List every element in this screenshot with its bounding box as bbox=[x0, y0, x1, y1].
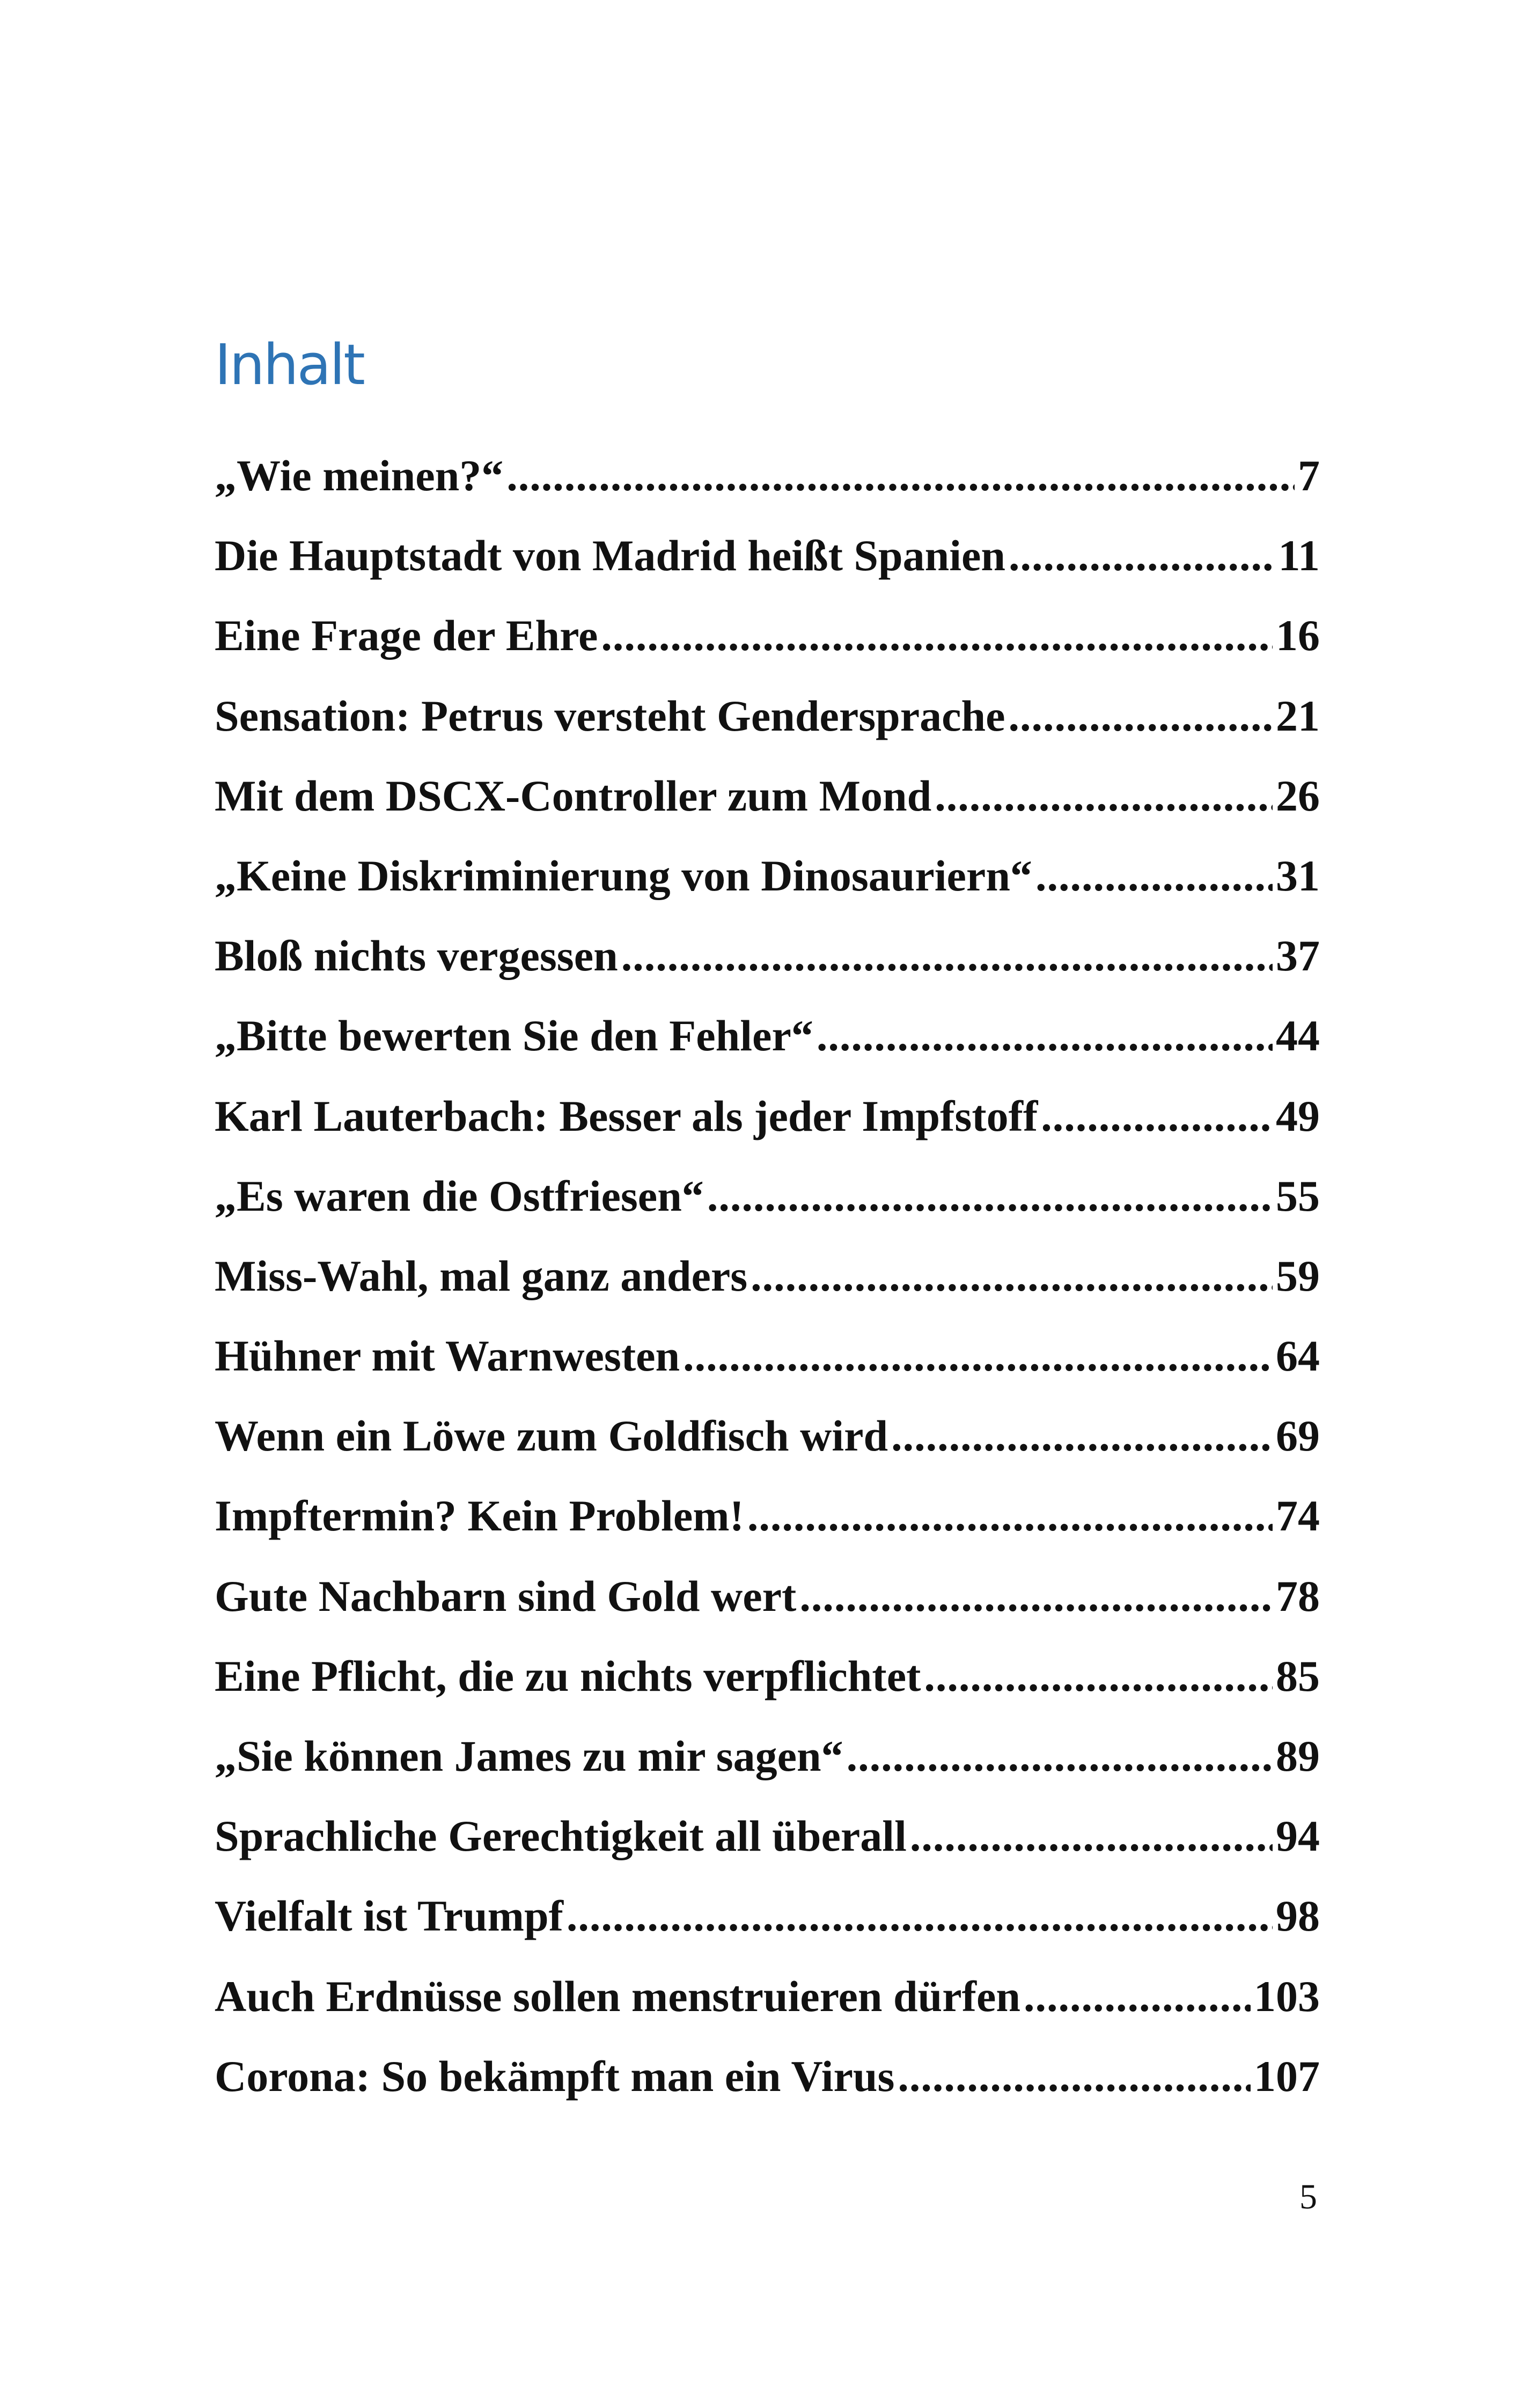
toc-entry-page: 44 bbox=[1276, 1011, 1320, 1061]
toc-entry-title: Sprachliche Gerechtigkeit all überall bbox=[215, 1811, 907, 1861]
toc-dot-leader bbox=[751, 1251, 1273, 1301]
toc-entry[interactable] bbox=[215, 1491, 1320, 1571]
toc-entry[interactable] bbox=[215, 1971, 1320, 2051]
toc-dot-leader bbox=[621, 931, 1273, 981]
toc-entry-page: 31 bbox=[1276, 851, 1320, 900]
toc-entry[interactable] bbox=[215, 1251, 1320, 1331]
toc-entry-page: 55 bbox=[1276, 1171, 1320, 1220]
toc-dot-leader bbox=[924, 1651, 1273, 1702]
toc-dot-leader bbox=[1024, 1971, 1251, 2022]
toc-entry-page: 89 bbox=[1276, 1732, 1320, 1780]
toc-entry-title: Mit dem DSCX-Controller zum Mond bbox=[215, 771, 932, 820]
toc-dot-leader bbox=[1009, 691, 1273, 741]
toc-entry-title: Eine Frage der Ehre bbox=[215, 611, 598, 660]
toc-entry-page: 69 bbox=[1276, 1411, 1320, 1461]
toc-entry[interactable] bbox=[215, 1891, 1320, 1971]
toc-dot-leader bbox=[799, 1571, 1273, 1622]
toc-dot-leader bbox=[683, 1331, 1273, 1381]
page-number: 5 bbox=[1299, 2177, 1317, 2216]
toc-entry[interactable] bbox=[215, 2051, 1320, 2131]
toc-entry-title: Impftermin? Kein Problem! bbox=[215, 1491, 744, 1541]
toc-dot-leader bbox=[935, 771, 1273, 821]
toc-entry-title: Auch Erdnüsse sollen menstruieren dürfen bbox=[215, 1971, 1020, 2021]
toc-entry-page: 16 bbox=[1276, 611, 1320, 660]
toc-entry-page: 64 bbox=[1276, 1331, 1320, 1381]
toc-dot-leader bbox=[601, 610, 1273, 661]
toc-dot-leader bbox=[898, 2051, 1251, 2102]
toc-dot-leader bbox=[1009, 531, 1275, 581]
toc-entry-title: Bloß nichts vergessen bbox=[215, 931, 618, 981]
table-of-contents bbox=[215, 451, 1320, 2131]
toc-entry[interactable] bbox=[215, 451, 1320, 531]
toc-entry-page: 98 bbox=[1276, 1891, 1320, 1941]
toc-entry-page: 7 bbox=[1298, 451, 1320, 500]
toc-entry-page: 26 bbox=[1276, 771, 1320, 820]
toc-entry-title: Gute Nachbarn sind Gold wert bbox=[215, 1571, 797, 1621]
toc-entry-title: „Sie können James zu mir sagen“ bbox=[215, 1732, 843, 1780]
toc-entry[interactable] bbox=[215, 1011, 1320, 1091]
toc-entry-page: 103 bbox=[1254, 1971, 1320, 2021]
toc-entry-title: „Keine Diskriminierung von Dinosauriern“ bbox=[215, 851, 1032, 900]
toc-dot-leader bbox=[910, 1811, 1273, 1861]
toc-entry[interactable] bbox=[215, 851, 1320, 931]
toc-entry[interactable] bbox=[215, 1651, 1320, 1731]
toc-entry-title: Karl Lauterbach: Besser als jeder Impfstoff bbox=[215, 1091, 1038, 1140]
toc-entry[interactable] bbox=[215, 1331, 1320, 1411]
toc-entry[interactable] bbox=[215, 1411, 1320, 1491]
toc-entry-page: 11 bbox=[1278, 531, 1320, 580]
toc-entry[interactable] bbox=[215, 1091, 1320, 1171]
toc-entry-page: 37 bbox=[1276, 931, 1320, 981]
toc-entry-title: Wenn ein Löwe zum Goldfisch wird bbox=[215, 1411, 888, 1461]
toc-entry-page: 78 bbox=[1276, 1571, 1320, 1621]
toc-heading: Inhalt bbox=[215, 332, 364, 397]
toc-entry-page: 94 bbox=[1276, 1811, 1320, 1861]
toc-dot-leader bbox=[707, 1171, 1273, 1221]
toc-entry-page: 74 bbox=[1276, 1491, 1320, 1541]
toc-dot-leader bbox=[747, 1491, 1273, 1541]
toc-entry-title: „Wie meinen?“ bbox=[215, 451, 504, 500]
toc-entry[interactable] bbox=[215, 531, 1320, 610]
toc-entry-page: 107 bbox=[1254, 2051, 1320, 2101]
toc-entry[interactable] bbox=[215, 691, 1320, 771]
toc-entry-title: Eine Pflicht, die zu nichts verpflichtet bbox=[215, 1651, 921, 1700]
toc-dot-leader bbox=[817, 1011, 1273, 1061]
toc-entry-page: 85 bbox=[1276, 1651, 1320, 1700]
toc-entry[interactable] bbox=[215, 931, 1320, 1011]
toc-entry-page: 49 bbox=[1276, 1091, 1320, 1140]
toc-entry[interactable] bbox=[215, 1171, 1320, 1251]
toc-entry-title: „Bitte bewerten Sie den Fehler“ bbox=[215, 1011, 813, 1061]
toc-dot-leader bbox=[506, 451, 1295, 501]
toc-entry-title: Vielfalt ist Trumpf bbox=[215, 1891, 563, 1941]
toc-dot-leader bbox=[847, 1731, 1273, 1781]
toc-entry[interactable] bbox=[215, 1811, 1320, 1891]
toc-entry[interactable] bbox=[215, 1731, 1320, 1811]
toc-dot-leader bbox=[891, 1411, 1273, 1461]
toc-dot-leader bbox=[1035, 851, 1273, 901]
toc-entry-title: Miss-Wahl, mal ganz anders bbox=[215, 1251, 748, 1300]
toc-entry-title: Hühner mit Warnwesten bbox=[215, 1331, 680, 1381]
toc-dot-leader bbox=[1041, 1091, 1273, 1142]
toc-entry-page: 59 bbox=[1276, 1251, 1320, 1300]
toc-entry[interactable] bbox=[215, 771, 1320, 851]
toc-entry-title: Sensation: Petrus versteht Gendersprache bbox=[215, 691, 1005, 740]
toc-entry-title: „Es waren die Ostfriesen“ bbox=[215, 1171, 704, 1220]
toc-entry-title: Die Hauptstadt von Madrid heißt Spanien bbox=[215, 531, 1005, 580]
toc-dot-leader bbox=[567, 1891, 1273, 1941]
toc-entry[interactable] bbox=[215, 610, 1320, 690]
toc-entry-title: Corona: So bekämpft man ein Virus bbox=[215, 2051, 895, 2101]
toc-entry[interactable] bbox=[215, 1571, 1320, 1651]
toc-entry-page: 21 bbox=[1276, 691, 1320, 740]
